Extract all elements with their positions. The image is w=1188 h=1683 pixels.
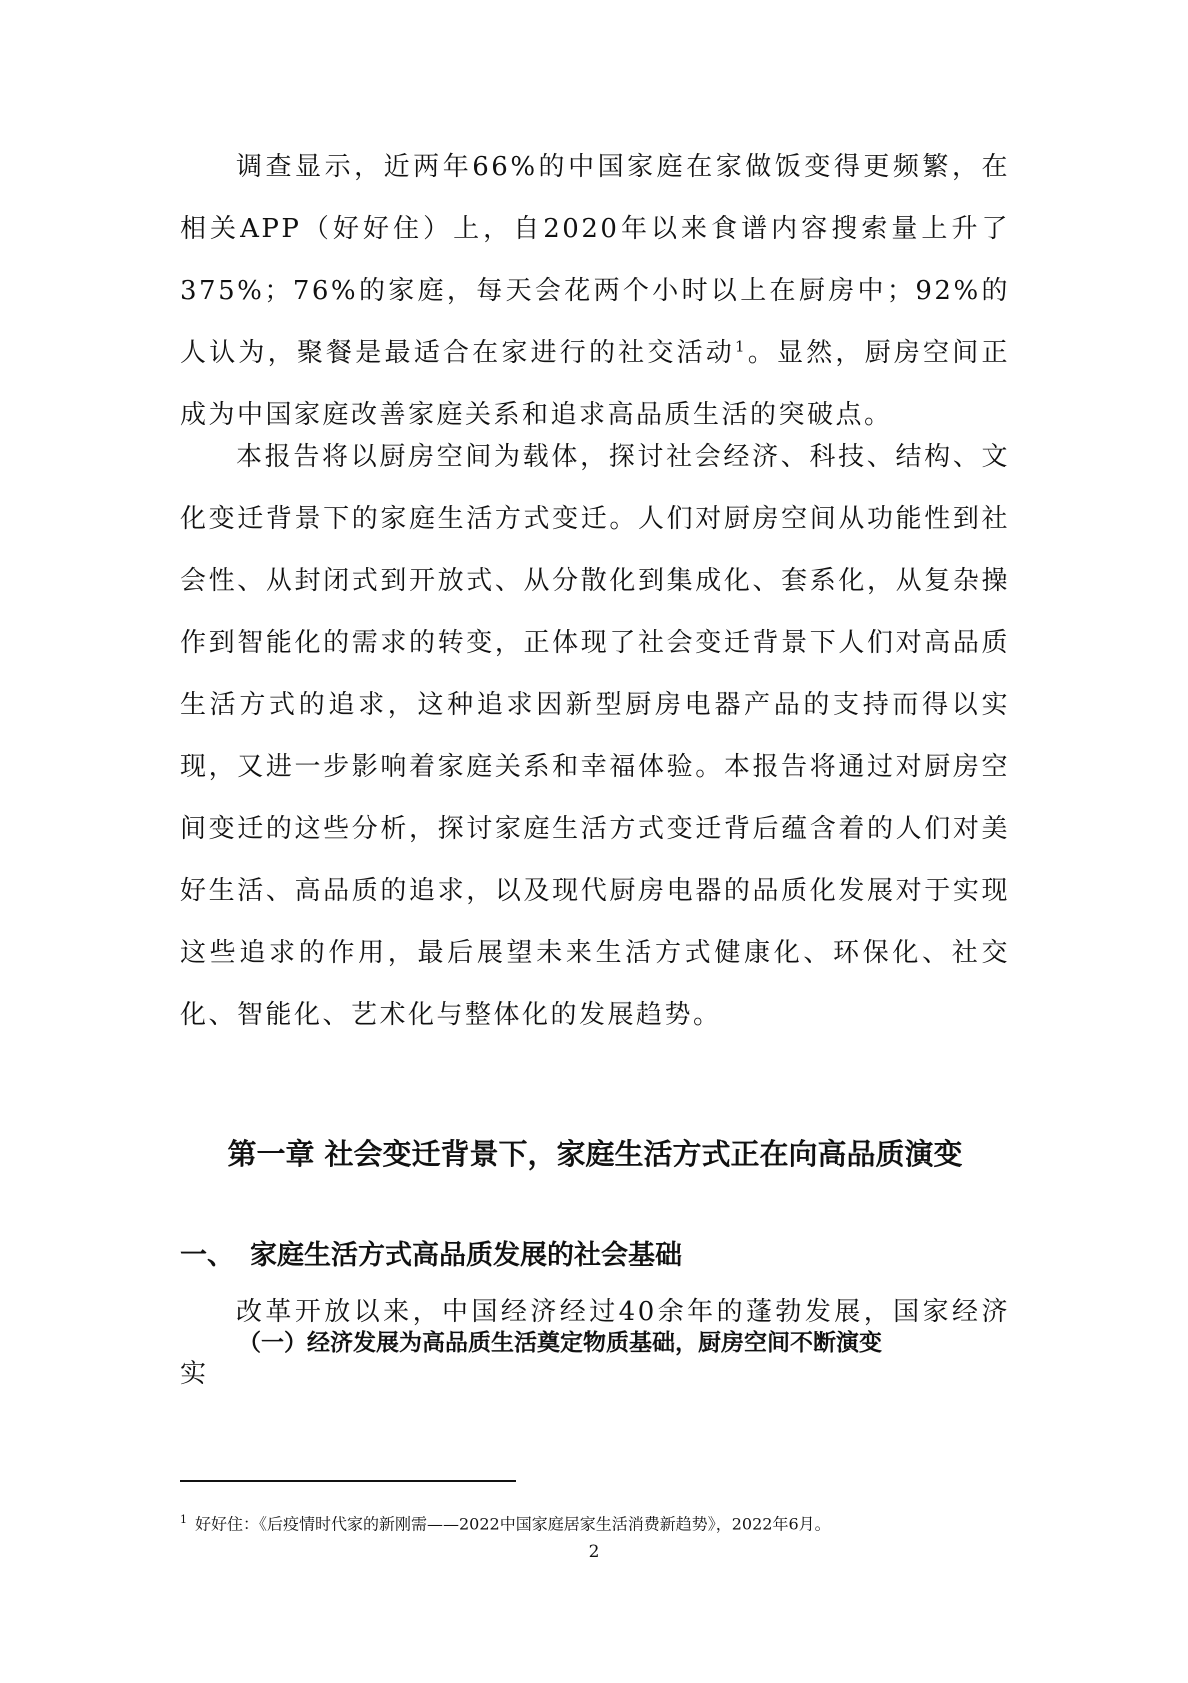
footnote-text: 好好住：《后疫情时代家的新刚需——2022中国家庭居家生活消费新趋势》，2022年6月。 (195, 1514, 831, 1534)
paragraph-survey (180, 136, 1010, 446)
section-title: 家庭生活方式高品质发展的社会基础 (250, 1240, 682, 1271)
paragraph-reform-text: 改革开放以来，中国经济经过40余年的蓬勃发展，国家经济实 (180, 1297, 1010, 1389)
section-heading (180, 1236, 682, 1276)
chapter-title: 第一章 社会变迁背景下，家庭生活方式正在向高品质演变 (227, 1137, 963, 1171)
paragraph-report-intro-text: 本报告将以厨房空间为载体，探讨社会经济、科技、结构、文化变迁背景下的家庭生活方式变迁。人们对厨房空间从功能性到社会性、从封闭式到开放式、从分散化到集成化、套系化，从复杂操作到智能化的需求的转变，正体现了社会变迁背景下人们对高品质生活方式的追求，这种追求因新型厨房电器产品的支持而得以实现，又进一步影响着家庭关系和幸福体验。本报告将通过对厨房空间变迁的这些分析，探讨家庭生活方式变迁背后蕴含着的人们对美好生活、高品质的追求，以及现代厨房电器的品质化发展对于实现这些追求的作用，最后展望未来生活方式健康化、环保化、社交化、智能化、艺术化与整体化的发展趋势。 (180, 442, 1010, 1030)
footnote-divider (180, 1480, 516, 1482)
footnote (180, 1508, 831, 1536)
section-number: 一、 (180, 1240, 234, 1271)
paragraph-survey-text-after: 。显然，厨房空间正成为中国家庭改善家庭关系和追求高品质生活的突破点。 (180, 338, 1010, 430)
paragraph-survey-text: 调查显示，近两年66%的中国家庭在家做饭变得更频繁，在相关APP（好好住）上，自2020年以来食谱内容搜索量上升了375%；76%的家庭，每天会花两个小时以上在厨房中；92%的人认为，聚餐是最适合在家进行的社交活动 (180, 152, 1010, 368)
footnote-marker: 1 (180, 1513, 187, 1526)
subsection-heading: （一）经济发展为高品质生活奠定物质基础，厨房空间不断演变 (238, 1330, 882, 1356)
paragraph-reform (180, 1281, 1010, 1405)
footnote-reference[interactable]: 1 (735, 337, 748, 356)
paragraph-report-intro (180, 426, 1010, 1046)
page-number: 2 (588, 1542, 600, 1562)
